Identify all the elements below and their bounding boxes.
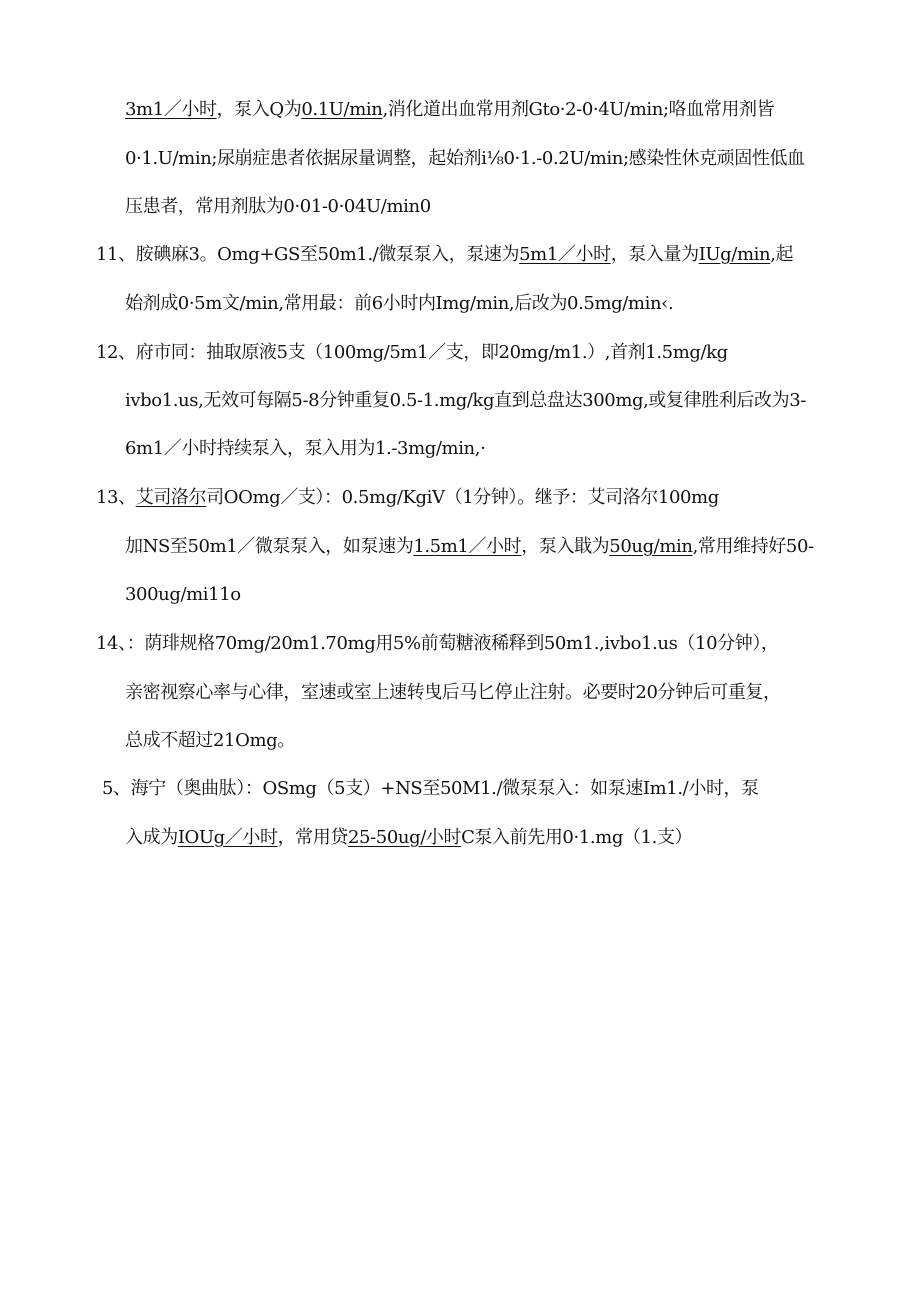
- text-run: ,消化道出血常用剂Gto·2-0·4U/min;咯血常用剂皆: [382, 99, 775, 120]
- list-item-11: [0, 243, 920, 267]
- text-run: 0·1.U/min;尿崩症患者依据尿量调整，起始剂i⅛0·1.-0.2U/min;感染性休克顽固性低血: [125, 148, 805, 169]
- list-item-13: [0, 486, 920, 510]
- text-line: [0, 292, 920, 316]
- text-run: ，泵入Q为: [216, 99, 302, 120]
- text-run: ,起: [770, 244, 794, 265]
- list-item-15: [0, 777, 920, 804]
- text-line: [0, 389, 920, 413]
- text-run: C泵入前先用0·1.mg（1.支）: [461, 827, 693, 848]
- text-run: 亲密视察心率与心律，室速或室上速转曳后马匕停止注射。必要时20分钟后可重复，: [125, 682, 781, 703]
- text-line: [0, 583, 920, 607]
- underlined-dose: 50ug/min: [609, 536, 693, 557]
- text-run: ，泵入戢为: [521, 536, 610, 557]
- underlined-dose: 0.1U/min: [301, 99, 383, 120]
- text-run: 入成为: [125, 827, 178, 848]
- text-line: [0, 729, 920, 753]
- text-run: 加NS至50m1／微泵泵入，如泵速为: [125, 536, 414, 557]
- underlined-dose: 1.5m1／小时: [413, 536, 522, 557]
- text-run: 府市同：抽取原液5支（100mg/5m1／支，即20mg/m1.）,首剂1.5mg/kg: [135, 342, 728, 363]
- text-line: [0, 681, 920, 705]
- text-run: ,常用维持好50-: [692, 536, 814, 557]
- text-run: ，常用贷: [277, 827, 348, 848]
- underlined-dose: 25-50ug/小时: [347, 827, 462, 848]
- text-run: ，泵入量为: [610, 244, 699, 265]
- text-run: 300ug/mi11o: [125, 584, 241, 605]
- item-number: 11、: [96, 244, 136, 265]
- text-run: ：荫琲规格70mg/20m1.70mg用5%前萄糖液稀释到50m1.,ivbo1.us（10分钟），: [126, 633, 779, 654]
- underlined-drug-name: 艾司洛尔: [135, 487, 207, 508]
- underlined-dose: 5m1／小时: [519, 244, 611, 265]
- text-line: [0, 98, 920, 122]
- underlined-dose: 3m1／小时: [125, 99, 217, 120]
- text-line: [0, 195, 920, 219]
- text-line: [0, 826, 920, 850]
- text-run: 压患者，常用剂肽为0·01-0·04U/min0: [125, 196, 431, 217]
- text-run: 6m1／小时持续泵入，泵入用为1.-3mg/min,·: [125, 438, 486, 459]
- underlined-dose: IUg/min: [698, 244, 771, 265]
- text-run: 总成不超过21Omg。: [125, 730, 295, 751]
- list-item-12: [0, 341, 920, 365]
- item-number: 12、: [96, 342, 136, 363]
- text-line: [0, 535, 920, 559]
- text-run: （奥曲肽）：OSmg（5支）+NS至50M1./微泵泵入：如泵速Im1./小时，泵: [165, 778, 759, 799]
- item-number: 5、: [102, 778, 131, 799]
- drug-name: 海宁: [130, 778, 166, 799]
- text-run: ivbo1.us,无效可每隔5-8分钟重复0.5-1.mg/kg直到总盘达300mg,或复律胜利后改为3-: [125, 390, 806, 411]
- text-line: [0, 437, 920, 461]
- text-line: [0, 147, 920, 171]
- text-run: 始剂成0·5m文/min,常用最：前6小时内Img/min,后改为0.5mg/min‹.: [125, 293, 674, 314]
- text-run: 司OOmg／支）：0.5mg/KgiV（1分钟）。继予：艾司洛尔100mg: [206, 487, 719, 508]
- text-run: 胺碘麻3。Omg+GS至50m1./微泵泵入，泵速为: [135, 244, 520, 265]
- underlined-dose: IOUg／小时: [177, 827, 278, 848]
- item-number: 13、: [96, 487, 136, 508]
- item-number: 14、: [96, 633, 127, 654]
- list-item-14: [0, 632, 920, 656]
